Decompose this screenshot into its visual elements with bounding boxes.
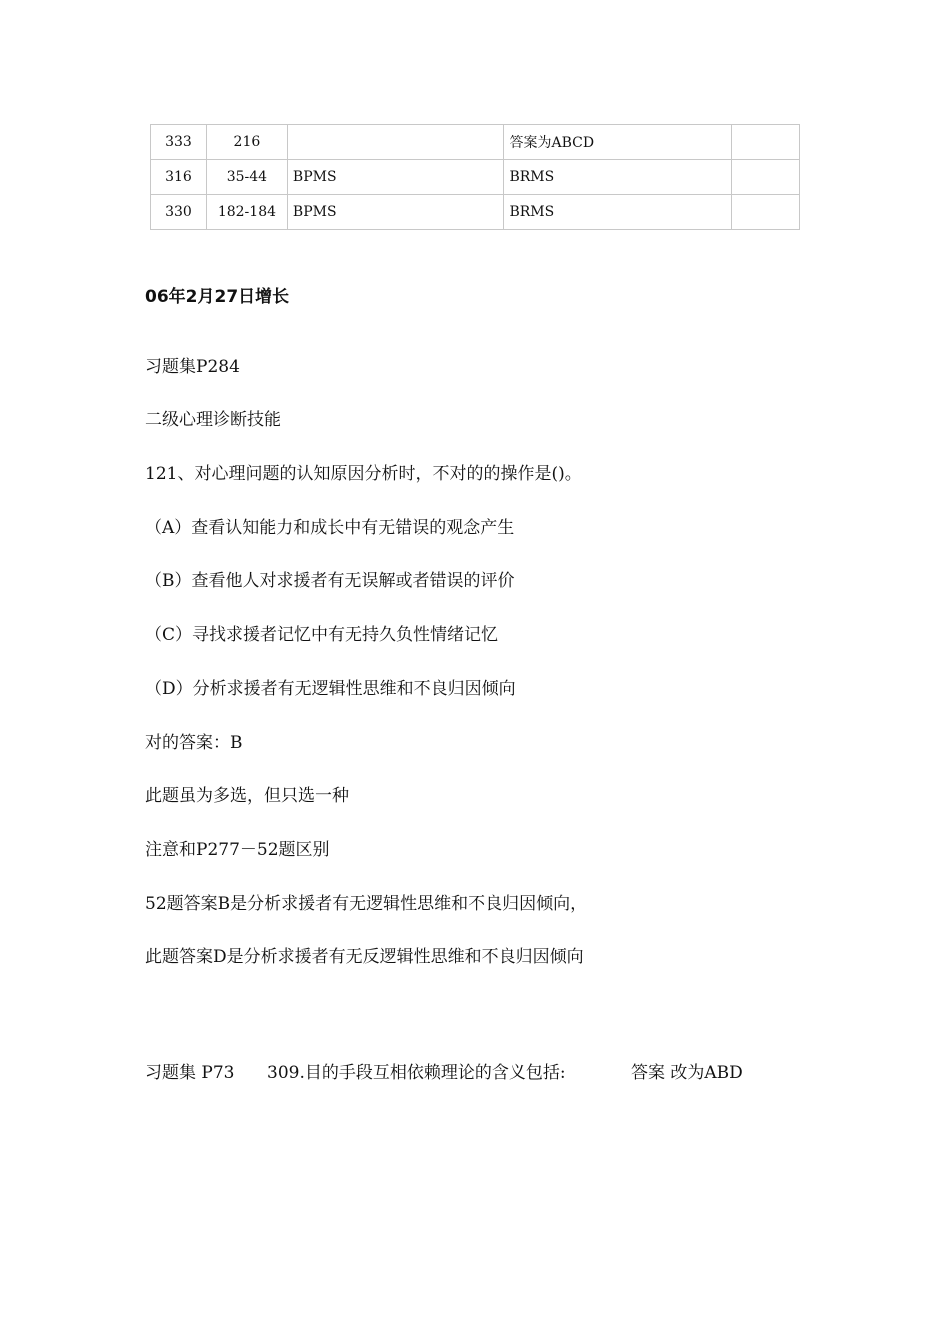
correction-note bbox=[145, 1058, 743, 1083]
table-cell: 182-184 bbox=[206, 195, 287, 230]
option-a: （A）查看认知能力和成长中有无错误的观念产生 bbox=[145, 518, 515, 538]
table-cell bbox=[732, 125, 800, 160]
correction-answer: 答案 改为ABD bbox=[631, 1063, 743, 1083]
table-cell: BRMS bbox=[504, 195, 732, 230]
note-line: 此题虽为多选，但只选一种 bbox=[145, 786, 349, 806]
table-cell: 316 bbox=[151, 160, 207, 195]
table-cell: BPMS bbox=[287, 195, 504, 230]
table-cell: 216 bbox=[206, 125, 287, 160]
table-cell: 答案为ABCD bbox=[504, 125, 732, 160]
option-c: （C）寻找求援者记忆中有无持久负性情绪记忆 bbox=[145, 625, 499, 645]
table-cell: 35-44 bbox=[206, 160, 287, 195]
table-row bbox=[151, 160, 800, 195]
correct-answer: 对的答案：B bbox=[145, 733, 243, 753]
note-line: 此题答案D是分析求援者有无反逻辑性思维和不良归因倾向 bbox=[145, 947, 584, 967]
table-row bbox=[151, 195, 800, 230]
table-cell: BRMS bbox=[504, 160, 732, 195]
table-cell: 333 bbox=[151, 125, 207, 160]
table-cell: BPMS bbox=[287, 160, 504, 195]
question-text: 121、对心理问题的认知原因分析时，不对的的操作是()。 bbox=[145, 464, 582, 484]
table-row bbox=[151, 125, 800, 160]
section-heading: 06年2月27日增长 bbox=[145, 287, 290, 307]
note-line: 52题答案B是分析求援者有无逻辑性思维和不良归因倾向， bbox=[145, 894, 588, 914]
table-cell: 330 bbox=[151, 195, 207, 230]
section-subtitle: 二级心理诊断技能 bbox=[145, 410, 281, 430]
table-cell bbox=[732, 160, 800, 195]
table-cell bbox=[287, 125, 504, 160]
table-cell bbox=[732, 195, 800, 230]
option-d: （D）分析求援者有无逻辑性思维和不良归因倾向 bbox=[145, 679, 516, 699]
errata-table bbox=[150, 124, 800, 230]
exercise-reference: 习题集P284 bbox=[145, 357, 240, 377]
correction-reference: 习题集 P73 bbox=[145, 1063, 235, 1083]
option-b: （B）查看他人对求援者有无误解或者错误的评价 bbox=[145, 571, 515, 591]
correction-question: 309.目的手段互相依赖理论的含义包括: bbox=[267, 1063, 566, 1083]
note-line: 注意和P277－52题区别 bbox=[145, 840, 330, 860]
